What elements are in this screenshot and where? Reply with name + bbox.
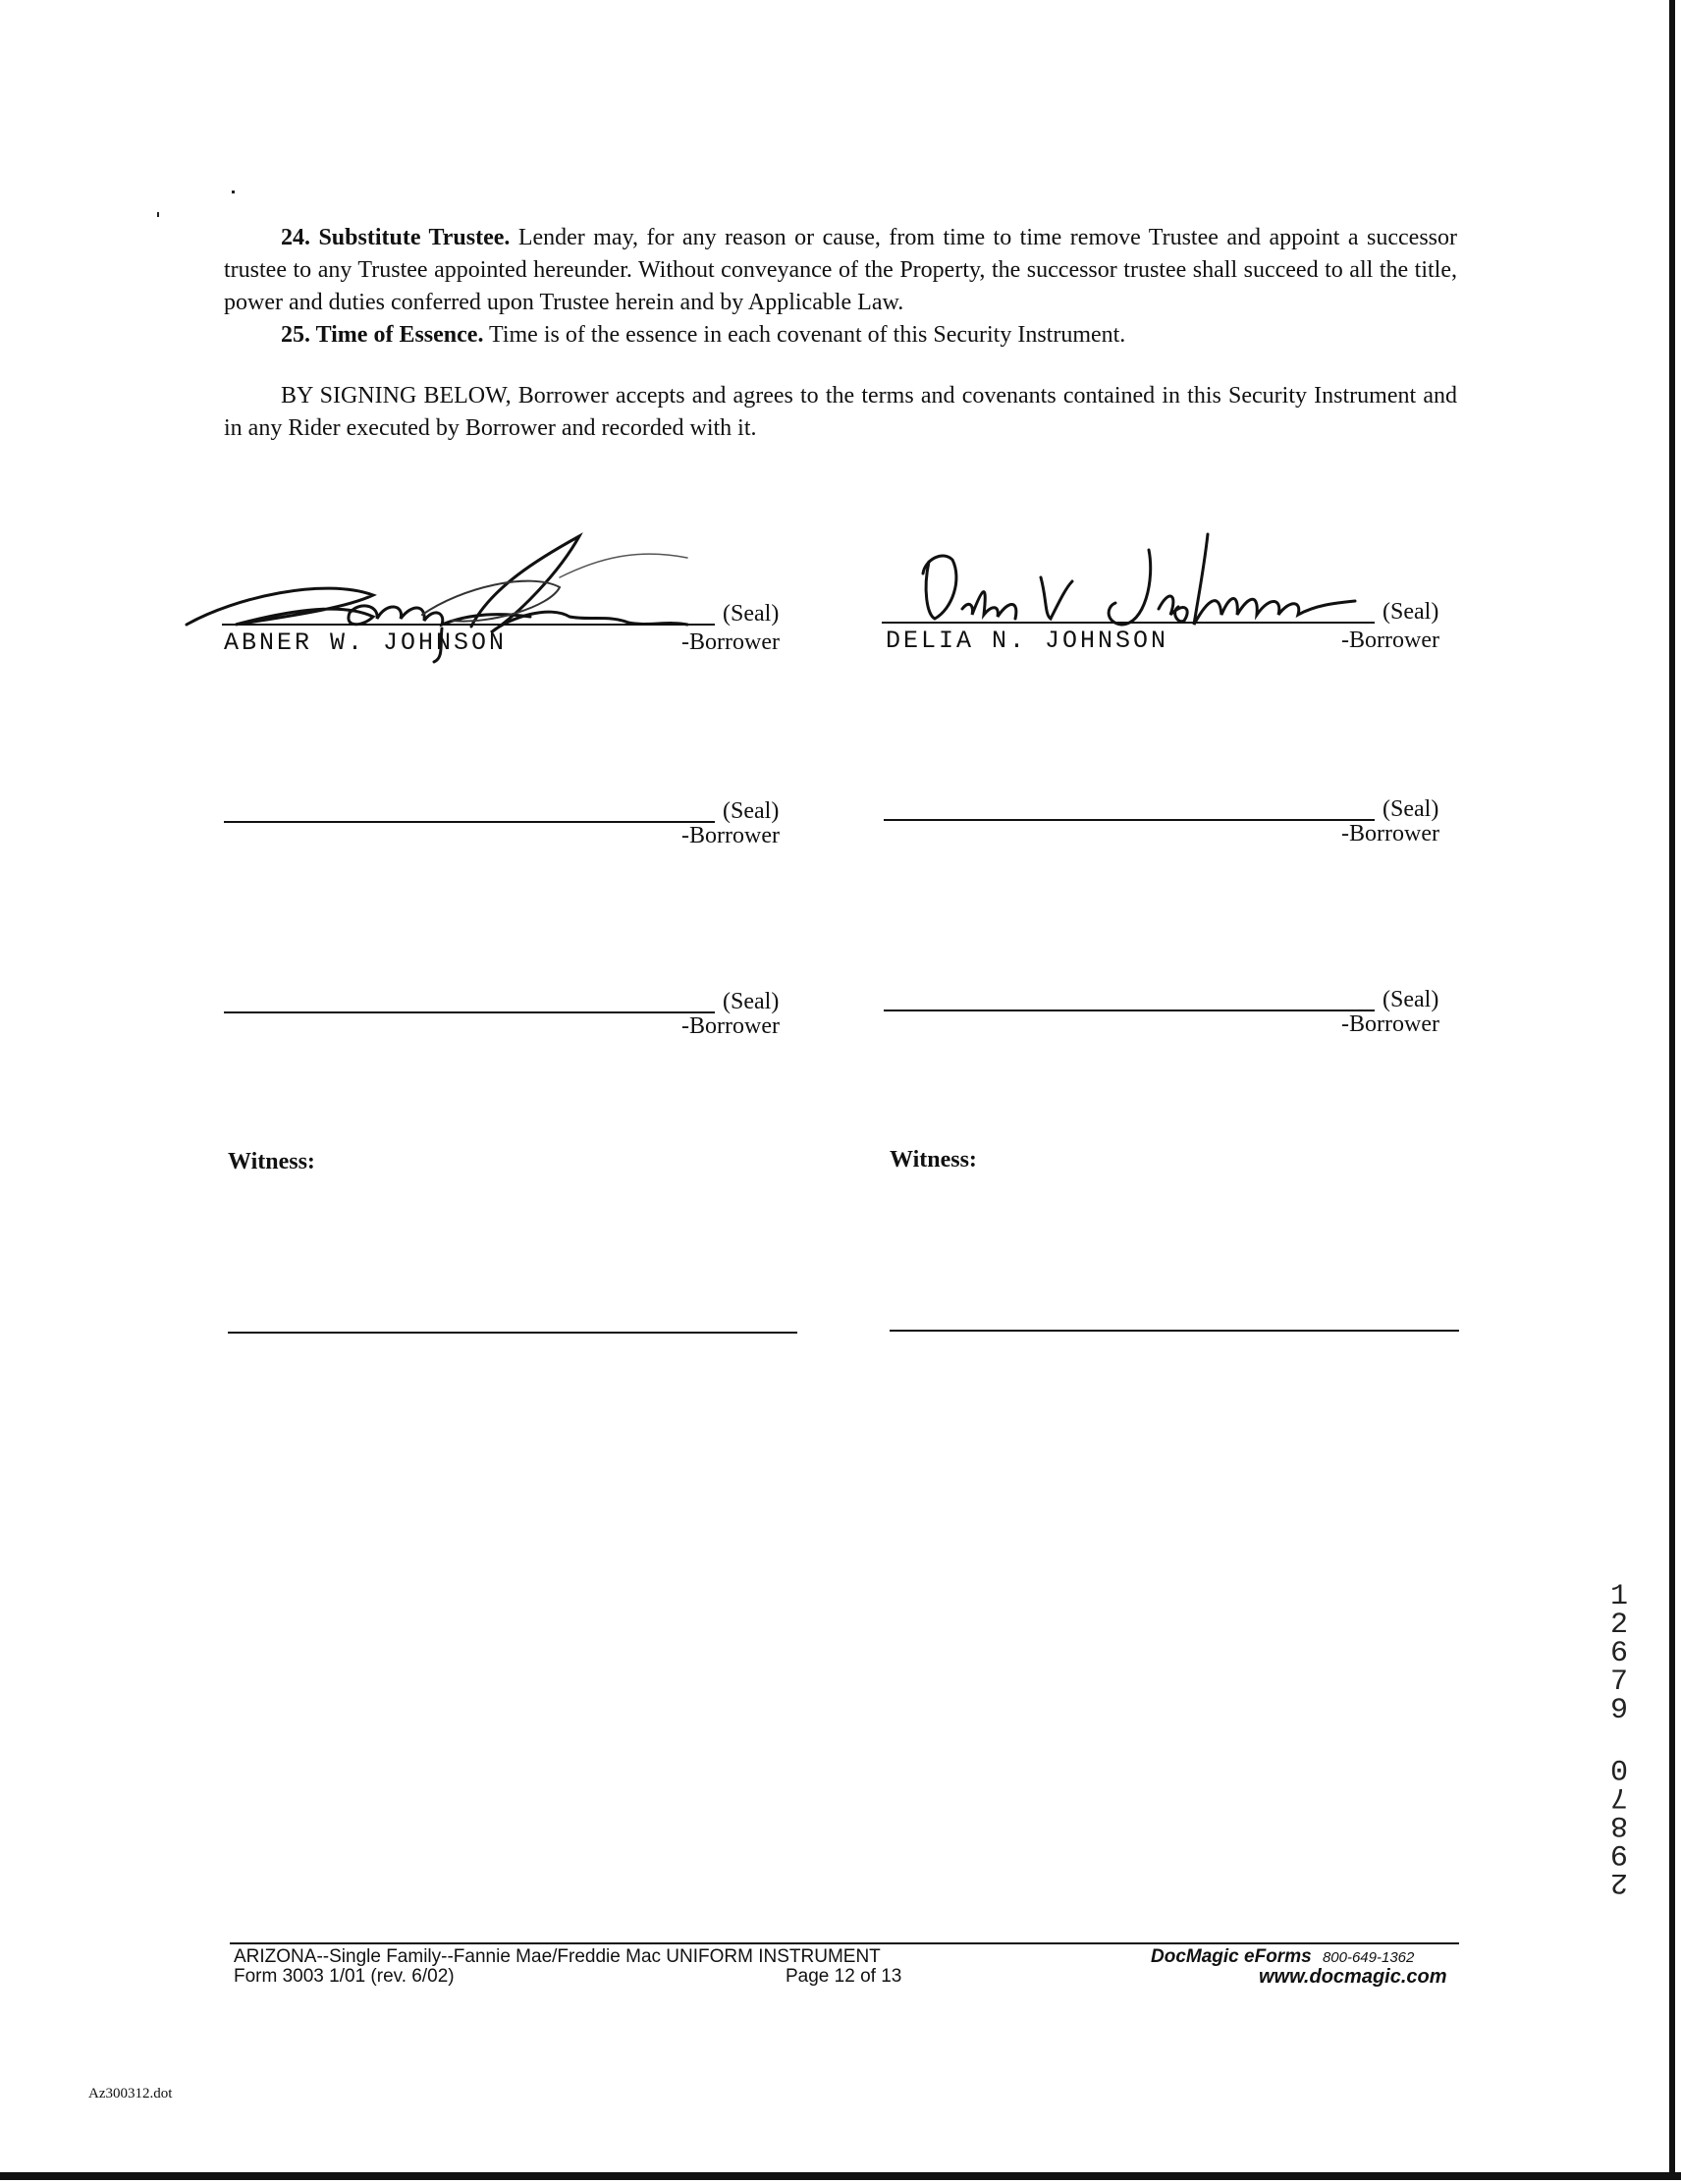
clause-24: [224, 222, 1457, 319]
borrower-3-signature-line: [224, 821, 715, 823]
borrower-1-name: ABNER W. JOHNSON: [224, 628, 508, 657]
borrower-2-name: DELIA N. JOHNSON: [886, 627, 1169, 655]
clause-25-text: Time is of the essence in each covenant of this Security Instrument.: [489, 322, 1126, 348]
scan-edge-right: [1669, 0, 1675, 2176]
borrower-2-seal: (Seal): [1383, 599, 1439, 625]
borrower-1-signature-line: [222, 624, 715, 626]
borrower-2-role: -Borrower: [1341, 628, 1439, 653]
witness-label-left: Witness:: [228, 1149, 315, 1174]
borrower-5-seal: (Seal): [723, 989, 780, 1014]
footer-line1: ARIZONA--Single Family--Fannie Mae/Freddie Mac UNIFORM INSTRUMENT: [234, 1946, 881, 1967]
witness-line-right: [890, 1330, 1459, 1332]
clause-24-heading: 24. Substitute Trustee.: [281, 225, 511, 250]
borrower-4-role: -Borrower: [1341, 821, 1439, 846]
clause-24-text: Lender may, for any reason or cause, from time to time remove Trustee and appoint a successor trustee to any Trustee appointed hereunder. Without conveyance of the Property, the successor trustee shall succeed to all the title, power and duties conferred upon Trustee herein and by Applicable Law.: [224, 225, 1458, 315]
footer-line2: Form 3003 1/01 (rev. 6/02): [234, 1966, 455, 1987]
footer-website: www.docmagic.com: [1259, 1966, 1447, 1988]
signing-statement: BY SIGNING BELOW, Borrower accepts and agrees to the terms and covenants contained in this Security Instrument and in any Rider executed by Borrower and recorded with it.: [224, 383, 1457, 441]
scan-edge-bottom: [0, 2172, 1681, 2180]
borrower-6-signature-line: [884, 1010, 1375, 1011]
borrower-3-seal: (Seal): [723, 798, 780, 824]
witness-line-left: [228, 1332, 797, 1334]
borrower-2-signature-line: [882, 622, 1375, 624]
witness-label-right: Witness:: [890, 1147, 977, 1173]
borrower-3-role: -Borrower: [681, 823, 780, 848]
borrower-5-signature-line: [224, 1011, 715, 1013]
footer-brand-name: DocMagic eForms: [1151, 1946, 1312, 1967]
borrower-1-role: -Borrower: [681, 629, 780, 655]
side-document-number: 1 2 6 7 9 0 7 8 9 2: [1609, 1580, 1629, 1898]
scan-speck-2: [157, 212, 159, 217]
scan-speck-1: [232, 191, 235, 193]
borrower-4-signature-line: [884, 819, 1375, 821]
borrower-4-seal: (Seal): [1383, 796, 1439, 822]
clause-25-heading: 25. Time of Essence.: [281, 322, 484, 348]
document-code: Az300312.dot: [88, 2086, 173, 2102]
footer-rule: [230, 1942, 1459, 1944]
borrower-6-role: -Borrower: [1341, 1011, 1439, 1037]
footer-page: Page 12 of 13: [786, 1966, 902, 1987]
borrower-1-seal: (Seal): [723, 601, 780, 627]
borrower-6-seal: (Seal): [1383, 987, 1439, 1012]
clause-25: [224, 319, 1457, 352]
footer-phone: 800-649-1362: [1322, 1949, 1415, 1966]
borrower-5-role: -Borrower: [681, 1013, 780, 1039]
